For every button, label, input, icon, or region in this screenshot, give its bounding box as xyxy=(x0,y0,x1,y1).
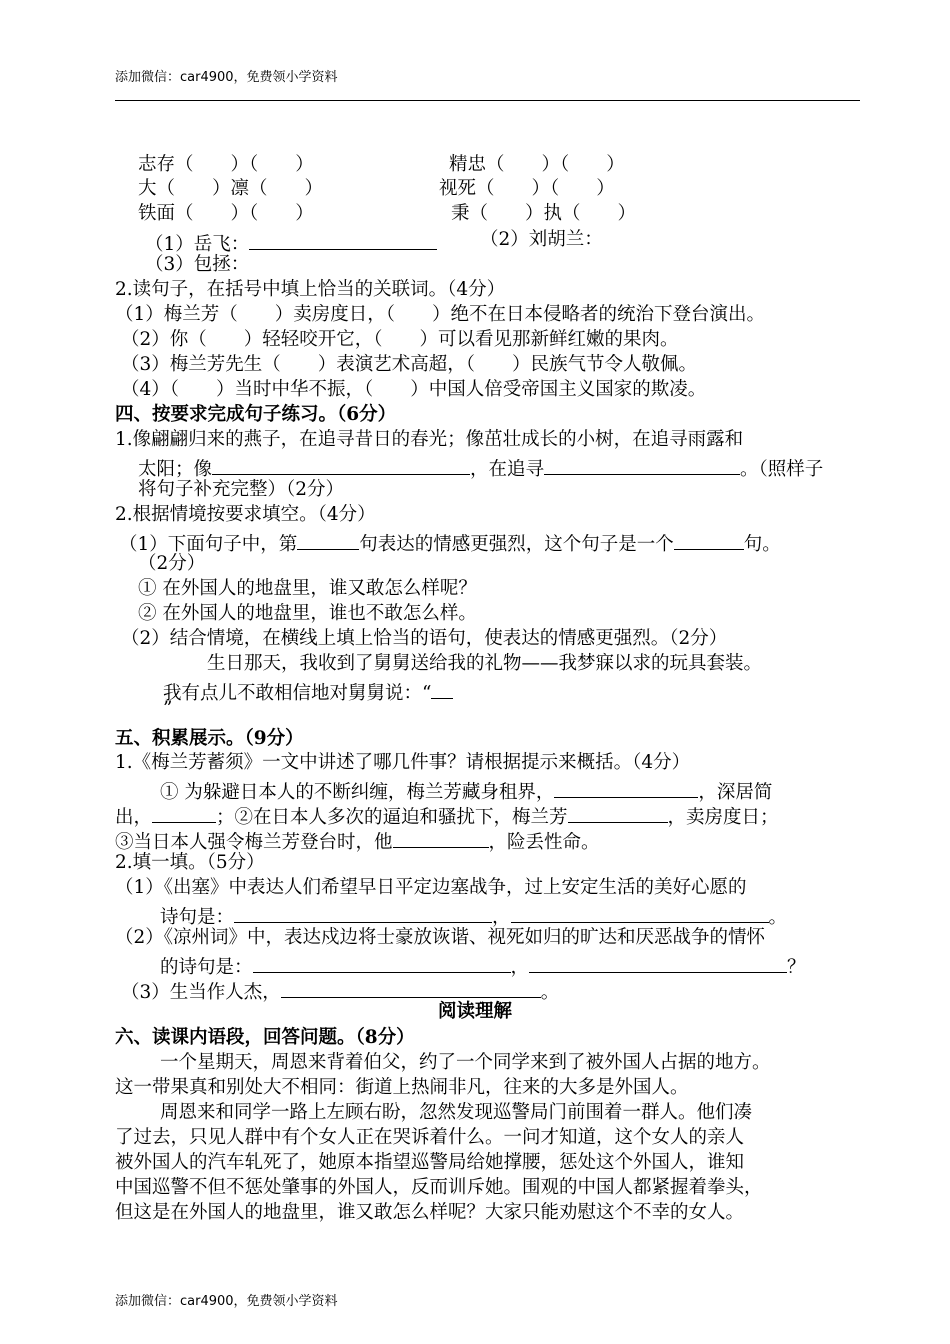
s5-q1-blank-2[interactable] xyxy=(152,804,216,823)
conj-item-4: （4）（ ）当时中华不振，（ ）中国人倍受帝国主义国家的欺凌。 xyxy=(121,379,707,400)
s4-q2-2-blank[interactable] xyxy=(431,680,453,699)
s4-q2-1-score: （2分） xyxy=(138,553,206,574)
s5-q2-1-blank-2[interactable] xyxy=(511,904,769,923)
s5-q2-3-text-a: （3）生当作人杰， xyxy=(121,982,281,1003)
s5-q2-2-blank-2[interactable] xyxy=(529,954,787,973)
s5-q2-1-line2 xyxy=(160,904,787,928)
s4-q2-title: 2.根据情境按要求填空。（4分） xyxy=(115,504,376,525)
s5-q2-1-text-c: 。 xyxy=(768,907,788,928)
idiom-row3-left: 铁面（ ）（ ） xyxy=(138,203,314,224)
s4-q1-text-c: 。（照样子 xyxy=(740,459,824,480)
section-4-title: 四、按要求完成句子练习。（6分） xyxy=(115,404,397,425)
idiom-row3-right: 秉（ ）执（ ） xyxy=(451,203,637,224)
s5-q1: 1.《梅兰芳蓄须》一文中讲述了哪几件事？请根据提示来概括。（4分） xyxy=(115,752,691,773)
s5-q1-text-c: 出， xyxy=(115,807,153,828)
s5-q1-blank-1[interactable] xyxy=(554,779,698,798)
header-rule xyxy=(115,100,860,101)
s4-q2-2-text: 我有点儿不敢相信地对舅舅说：“ xyxy=(163,683,432,704)
section-6-title: 六、读课内语段，回答问题。（8分） xyxy=(115,1027,415,1048)
idiom-q1-label: （1）岳飞： xyxy=(145,234,250,255)
s5-q1-blank-4[interactable] xyxy=(393,829,489,848)
s5-q1-text-b: ，深居简 xyxy=(698,782,773,803)
s5-q1-text-f: ③当日本人强令梅兰芳登台时，他 xyxy=(115,832,393,853)
conj-question-title: 2.读句子，在括号中填上恰当的关联词。（4分） xyxy=(115,279,506,300)
passage-p2-line3: 被外国人的汽车轧死了，她原本指望巡警局给她撑腰，惩处这个外国人，谁知 xyxy=(115,1152,745,1173)
passage-p2-line4: 中国巡警不但不惩处肇事的外国人，反而训斥她。围观的中国人都紧握着拳头， xyxy=(115,1177,763,1198)
idiom-q3: （3）包拯： xyxy=(145,254,250,275)
section-5-title: 五、积累展示。（9分） xyxy=(115,728,304,749)
s4-q1-line3: 将句子补充完整）（2分） xyxy=(138,479,345,500)
s5-q1-text-e: ，卖房度日； xyxy=(667,807,779,828)
s4-option-2: ② 在外国人的地盘里，谁也不敢怎么样。 xyxy=(138,603,477,624)
s5-q2-1-text-a: 诗句是： xyxy=(160,907,235,928)
conj-item-1: （1）梅兰芳（ ）卖房度日，（ ）绝不在日本侵略者的统治下登台演出。 xyxy=(115,304,766,325)
passage-p2-line5: 但这是在外国人的地盘里，谁又敢怎么样呢？大家只能劝慰这个不幸的女人。 xyxy=(115,1202,745,1223)
s5-q2-2-text-b: ， xyxy=(510,957,530,978)
s5-q1-blank-3[interactable] xyxy=(568,804,668,823)
s4-option-1: ① 在外国人的地盘里，谁又敢怎么样呢？ xyxy=(138,578,477,599)
passage-p2-line2: 了过去，只见人群中有个女人正在哭诉着什么。一问才知道，这个女人的亲人 xyxy=(115,1127,745,1148)
passage-p1-line2: 这一带果真和别处大不相同：街道上热闹非凡，往来的大多是外国人。 xyxy=(115,1077,689,1098)
idiom-q2: （2）刘胡兰： xyxy=(480,229,603,250)
conj-item-3: （3）梅兰芳先生（ ）表演艺术高超，（ ）民族气节令人敬佩。 xyxy=(121,354,698,375)
s4-q1-text-a: 太阳；像 xyxy=(138,459,213,480)
s4-q1-blank-2[interactable] xyxy=(544,456,740,475)
idiom-q1-blank[interactable] xyxy=(249,231,437,250)
s5-q2-2-line2 xyxy=(160,954,806,978)
idiom-row1-left: 志存（ ）（ ） xyxy=(138,154,314,175)
s4-q2-2-line2 xyxy=(163,680,453,704)
s5-q1-text-a: ① 为躲避日本人的不断纠缠，梅兰芳藏身租界， xyxy=(160,782,555,803)
s5-q2-1-blank-1[interactable] xyxy=(234,904,492,923)
s5-q2: 2.填一填。（5分） xyxy=(115,852,265,873)
idiom-row2-right: 视死（ ）（ ） xyxy=(439,178,615,199)
s4-q2-2-close-quote: ” xyxy=(163,698,173,719)
s4-q1-line1: 1.像翩翩归来的燕子，在追寻昔日的春光；像茁壮成长的小树，在追寻雨露和 xyxy=(115,429,744,450)
s4-q2-1-blank-1[interactable] xyxy=(297,531,359,550)
s4-q2-2: （2）结合情境，在横线上填上恰当的语句，使表达的情感更强烈。（2分） xyxy=(121,628,728,649)
s5-q2-3-text-b: 。 xyxy=(540,982,560,1003)
conj-item-2: （2）你（ ）轻轻咬开它，（ ）可以看见那新鲜红嫩的果肉。 xyxy=(121,329,679,350)
s4-q2-1 xyxy=(119,531,781,555)
s5-q2-2-text-c: ？ xyxy=(787,957,806,978)
s4-q1-line2 xyxy=(138,456,823,480)
s5-q2-3 xyxy=(121,979,559,1003)
page-footer: 添加微信：car4900，免费领小学资料 xyxy=(115,1294,338,1309)
s5-q1-line3 xyxy=(115,829,600,853)
passage-p2-line1: 周恩来和同学一路上左顾右盼，忽然发现巡警局门前围着一群人。他们凑 xyxy=(160,1102,753,1123)
s5-q1-text-d: ；②在日本人多次的逼迫和骚扰下，梅兰芳 xyxy=(216,807,568,828)
s5-q1-line1 xyxy=(160,779,772,803)
s5-q1-line2 xyxy=(115,804,779,828)
s4-q2-1-text-a: （1）下面句子中，第 xyxy=(119,534,298,555)
idiom-row1-right: 精忠（ ）（ ） xyxy=(449,154,625,175)
s4-q1-text-b: ，在追寻 xyxy=(470,459,545,480)
idiom-q1 xyxy=(145,231,437,255)
passage-p1-line1: 一个星期天，周恩来背着伯父，约了一个同学来到了被外国人占据的地方。 xyxy=(160,1052,771,1073)
s4-q2-1-text-c: 句。 xyxy=(743,534,781,555)
page-header: 添加微信：car4900，免费领小学资料 xyxy=(115,70,338,85)
s4-q2-1-blank-2[interactable] xyxy=(674,531,744,550)
idiom-row2-left: 大（ ）凛（ ） xyxy=(138,178,324,199)
s5-q2-2-text-a: 的诗句是： xyxy=(160,957,253,978)
s5-q2-1-text-b: ， xyxy=(492,907,511,928)
s5-q2-2-blank-1[interactable] xyxy=(253,954,511,973)
s5-q1-text-g: ，险丢性命。 xyxy=(488,832,600,853)
s5-q2-3-blank[interactable] xyxy=(281,979,541,998)
s4-q1-blank-1[interactable] xyxy=(212,456,470,475)
s5-q2-2: （2）《凉州词》中，表达戍边将士豪放诙谐、视死如归的旷达和厌恶战争的情怀 xyxy=(115,927,766,948)
s4-q2-2-line1: 生日那天，我收到了舅舅送给我的礼物——我梦寐以求的玩具套装。 xyxy=(207,653,763,674)
s4-q2-1-text-b: 句表达的情感更强烈，这个句子是一个 xyxy=(359,534,674,555)
reading-heading: 阅读理解 xyxy=(437,1001,512,1022)
s5-q2-1: （1）《出塞》中表达人们希望早日平定边塞战争，过上安定生活的美好心愿的 xyxy=(115,877,747,898)
